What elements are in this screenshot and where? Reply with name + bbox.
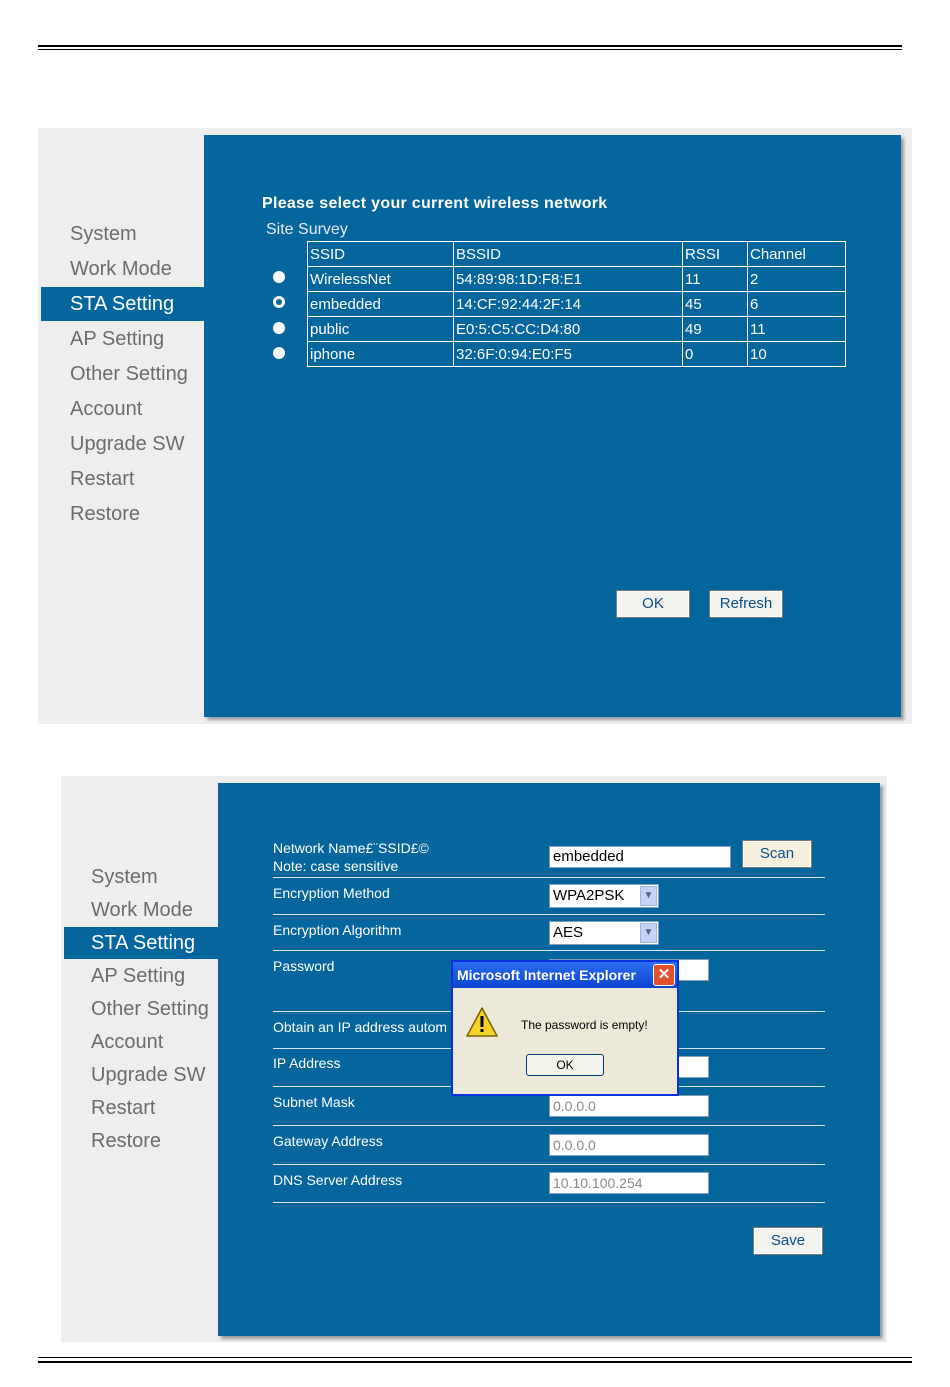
bssid-cell: 54:89:98:1D:F8:E1 bbox=[454, 267, 683, 292]
column-header-bssid: BSSID bbox=[454, 242, 683, 267]
sidebar-item-upgrade-sw[interactable]: Upgrade SW bbox=[91, 1064, 206, 1086]
divider bbox=[273, 1125, 825, 1126]
divider bbox=[273, 950, 825, 951]
table-row[interactable] bbox=[308, 317, 846, 342]
divider bbox=[273, 1164, 825, 1165]
password-label: Password bbox=[273, 958, 335, 974]
sidebar-item-restore[interactable]: Restore bbox=[70, 503, 141, 525]
sidebar-item-system[interactable]: System bbox=[91, 866, 158, 888]
ssid-input[interactable]: embedded bbox=[549, 846, 731, 868]
radio-public[interactable] bbox=[273, 322, 285, 334]
ip-address-label: IP Address bbox=[273, 1055, 341, 1071]
sidebar-item-upgrade-sw[interactable]: Upgrade SW bbox=[70, 433, 185, 455]
bssid-cell: 14:CF:92:44:2F:14 bbox=[454, 292, 683, 317]
chevron-down-icon[interactable]: ▼ bbox=[640, 923, 657, 943]
save-button[interactable]: Save bbox=[754, 1228, 822, 1254]
sidebar-item-restart[interactable]: Restart bbox=[70, 468, 135, 490]
table-row[interactable] bbox=[308, 342, 846, 367]
refresh-button[interactable]: Refresh bbox=[710, 591, 782, 617]
radio-iphone[interactable] bbox=[273, 347, 285, 359]
warning-icon bbox=[465, 1006, 499, 1038]
divider bbox=[273, 1202, 825, 1203]
ok-button[interactable]: OK bbox=[617, 591, 689, 617]
top-rule-thin bbox=[38, 49, 902, 50]
dns-server-label: DNS Server Address bbox=[273, 1172, 403, 1188]
subnet-mask-input[interactable]: 0.0.0.0 bbox=[549, 1095, 709, 1117]
sidebar-item-other-setting[interactable]: Other Setting bbox=[91, 998, 209, 1020]
ssid-cell: iphone bbox=[308, 342, 454, 367]
rssi-cell: 11 bbox=[683, 267, 748, 292]
sidebar-item-account[interactable]: Account bbox=[91, 1031, 164, 1053]
ssid-cell: WirelessNet bbox=[308, 267, 454, 292]
divider bbox=[273, 877, 825, 878]
sidebar-item-restart[interactable]: Restart bbox=[91, 1097, 156, 1119]
rssi-cell: 0 bbox=[683, 342, 748, 367]
sidebar-item-ap-setting[interactable]: AP Setting bbox=[91, 965, 186, 987]
encryption-algorithm-select[interactable] bbox=[549, 921, 659, 945]
rssi-cell: 49 bbox=[683, 317, 748, 342]
divider bbox=[273, 914, 825, 915]
top-rule bbox=[38, 45, 902, 47]
bottom-rule bbox=[38, 1361, 912, 1363]
dns-server-input[interactable]: 10.10.100.254 bbox=[549, 1172, 709, 1194]
sidebar-item-restore[interactable]: Restore bbox=[91, 1130, 162, 1152]
ssid-cell: embedded bbox=[308, 292, 454, 317]
bssid-cell: E0:5:C5:CC:D4:80 bbox=[454, 317, 683, 342]
gateway-address-label: Gateway Address bbox=[273, 1133, 383, 1149]
sidebar-item-work-mode[interactable]: Work Mode bbox=[91, 899, 193, 921]
page-title: Please select your current wireless network bbox=[262, 195, 608, 212]
subnet-mask-label: Subnet Mask bbox=[273, 1094, 355, 1110]
sidebar-item-system[interactable]: System bbox=[70, 223, 137, 245]
channel-cell: 11 bbox=[748, 317, 846, 342]
sidebar-nav bbox=[64, 861, 218, 1161]
dialog-title-bar bbox=[453, 962, 677, 988]
dialog-ok-button[interactable]: OK bbox=[526, 1054, 604, 1076]
column-header-rssi: RSSI bbox=[683, 242, 748, 267]
encryption-method-select[interactable] bbox=[549, 884, 659, 908]
encryption-method-label: Encryption Method bbox=[273, 885, 390, 901]
sidebar-item-work-mode[interactable]: Work Mode bbox=[70, 258, 172, 280]
site-survey-table bbox=[307, 241, 846, 367]
table-row[interactable] bbox=[308, 292, 846, 317]
close-icon[interactable]: ✕ bbox=[653, 964, 675, 986]
site-survey-label: Site Survey bbox=[266, 221, 348, 238]
obtain-ip-label: Obtain an IP address autom bbox=[273, 1019, 448, 1035]
channel-cell: 2 bbox=[748, 267, 846, 292]
table-row[interactable] bbox=[308, 267, 846, 292]
ssid-cell: public bbox=[308, 317, 454, 342]
site-survey-content bbox=[204, 135, 901, 717]
alert-dialog bbox=[451, 960, 679, 1096]
sidebar-item-account[interactable]: Account bbox=[70, 398, 143, 420]
gateway-address-input[interactable]: 0.0.0.0 bbox=[549, 1134, 709, 1156]
channel-cell: 6 bbox=[748, 292, 846, 317]
encryption-algorithm-value: AES bbox=[553, 924, 584, 941]
sidebar-item-sta-setting[interactable]: STA Setting bbox=[41, 287, 204, 321]
sidebar-item-ap-setting[interactable]: AP Setting bbox=[70, 328, 165, 350]
encryption-algorithm-label: Encryption Algorithm bbox=[273, 922, 402, 938]
rssi-cell: 45 bbox=[683, 292, 748, 317]
column-header-ssid: SSID bbox=[308, 242, 454, 267]
table-header-row bbox=[308, 242, 846, 267]
dialog-message: The password is empty! bbox=[521, 1018, 648, 1032]
radio-embedded[interactable] bbox=[273, 296, 285, 308]
ssid-note: Note: case sensitive bbox=[273, 858, 399, 874]
column-header-channel: Channel bbox=[748, 242, 846, 267]
channel-cell: 10 bbox=[748, 342, 846, 367]
dialog-title: Microsoft Internet Explorer bbox=[457, 967, 636, 983]
chevron-down-icon[interactable]: ▼ bbox=[640, 886, 657, 906]
bssid-cell: 32:6F:0:94:E0:F5 bbox=[454, 342, 683, 367]
sidebar-item-sta-setting[interactable]: STA Setting bbox=[64, 927, 218, 959]
bottom-rule-thin bbox=[38, 1357, 912, 1358]
sidebar-item-other-setting[interactable]: Other Setting bbox=[70, 363, 188, 385]
encryption-method-value: WPA2PSK bbox=[553, 887, 625, 904]
ssid-label: Network Name£¨SSID£© bbox=[273, 840, 429, 856]
scan-button[interactable]: Scan bbox=[743, 841, 811, 867]
sidebar-nav bbox=[41, 217, 204, 537]
radio-wirelessnet[interactable] bbox=[273, 271, 285, 283]
sta-settings-content bbox=[218, 783, 880, 1336]
